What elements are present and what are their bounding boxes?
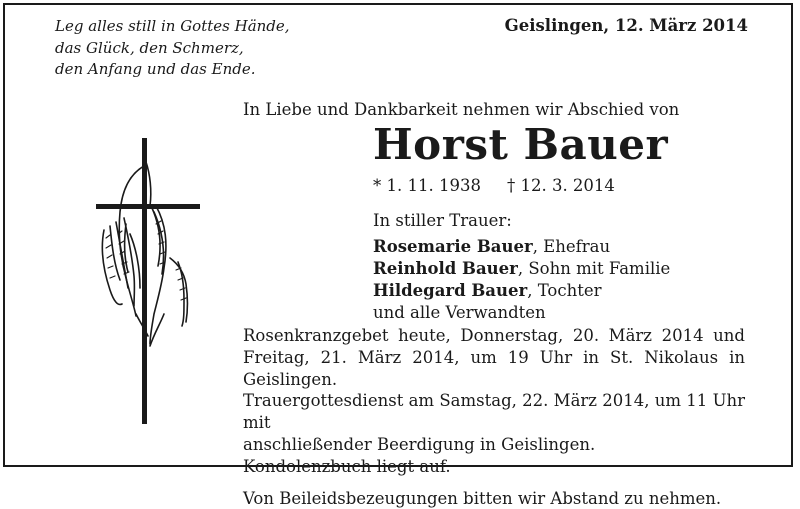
mourner-name: Rosemarie Bauer xyxy=(373,237,533,256)
mourner-name: Reinhold Bauer xyxy=(373,259,518,278)
cross-with-wheat-icon xyxy=(90,138,210,428)
notice-line: Kondolenzbuch liegt auf. xyxy=(243,456,451,476)
deceased-name: Horst Bauer xyxy=(373,120,669,169)
mourner-row xyxy=(373,280,670,302)
closing-text: Von Beileidsbezeugungen bitten wir Abstand zu nehmen. xyxy=(243,488,722,508)
mourner-relation: , Tochter xyxy=(527,281,602,300)
mourner-name: Hildegard Bauer xyxy=(373,281,528,300)
poem-line: Leg alles still in Gottes Hände, xyxy=(55,17,290,35)
intro-text: In Liebe und Dankbarkeit nehmen wir Abschied von xyxy=(243,100,680,119)
notice-body xyxy=(243,325,745,509)
notice-line: anschließender Beerdigung in Geislingen. xyxy=(243,434,596,454)
poem xyxy=(55,16,290,81)
poem-line: den Anfang und das Ende. xyxy=(55,60,256,78)
mourner-relation: , Sohn mit Familie xyxy=(517,259,671,278)
place-date: Geislingen, 12. März 2014 xyxy=(504,16,748,35)
notice-line: Trauergottesdienst am Samstag, 22. März 2014, um 11 Uhr mit xyxy=(243,391,745,433)
life-dates xyxy=(373,176,615,195)
notice-line: Freitag, 21. März 2014, um 19 Uhr in St. Nikolaus in Geislingen. xyxy=(243,347,745,389)
mourning-label: In stiller Trauer: xyxy=(373,211,512,230)
mourner-relation: , Ehefrau xyxy=(532,237,611,256)
mourner-row xyxy=(373,236,670,258)
mourner-row xyxy=(373,258,670,280)
birth-date: * 1. 11. 1938 xyxy=(373,176,481,195)
notice-line: Rosenkranzgebet heute, Donnerstag, 20. März 2014 und xyxy=(243,326,745,345)
poem-line: das Glück, den Schmerz, xyxy=(55,38,244,57)
mourners-block xyxy=(373,210,670,324)
other-relatives: und alle Verwandten xyxy=(373,303,546,322)
death-date: † 12. 3. 2014 xyxy=(506,176,615,195)
